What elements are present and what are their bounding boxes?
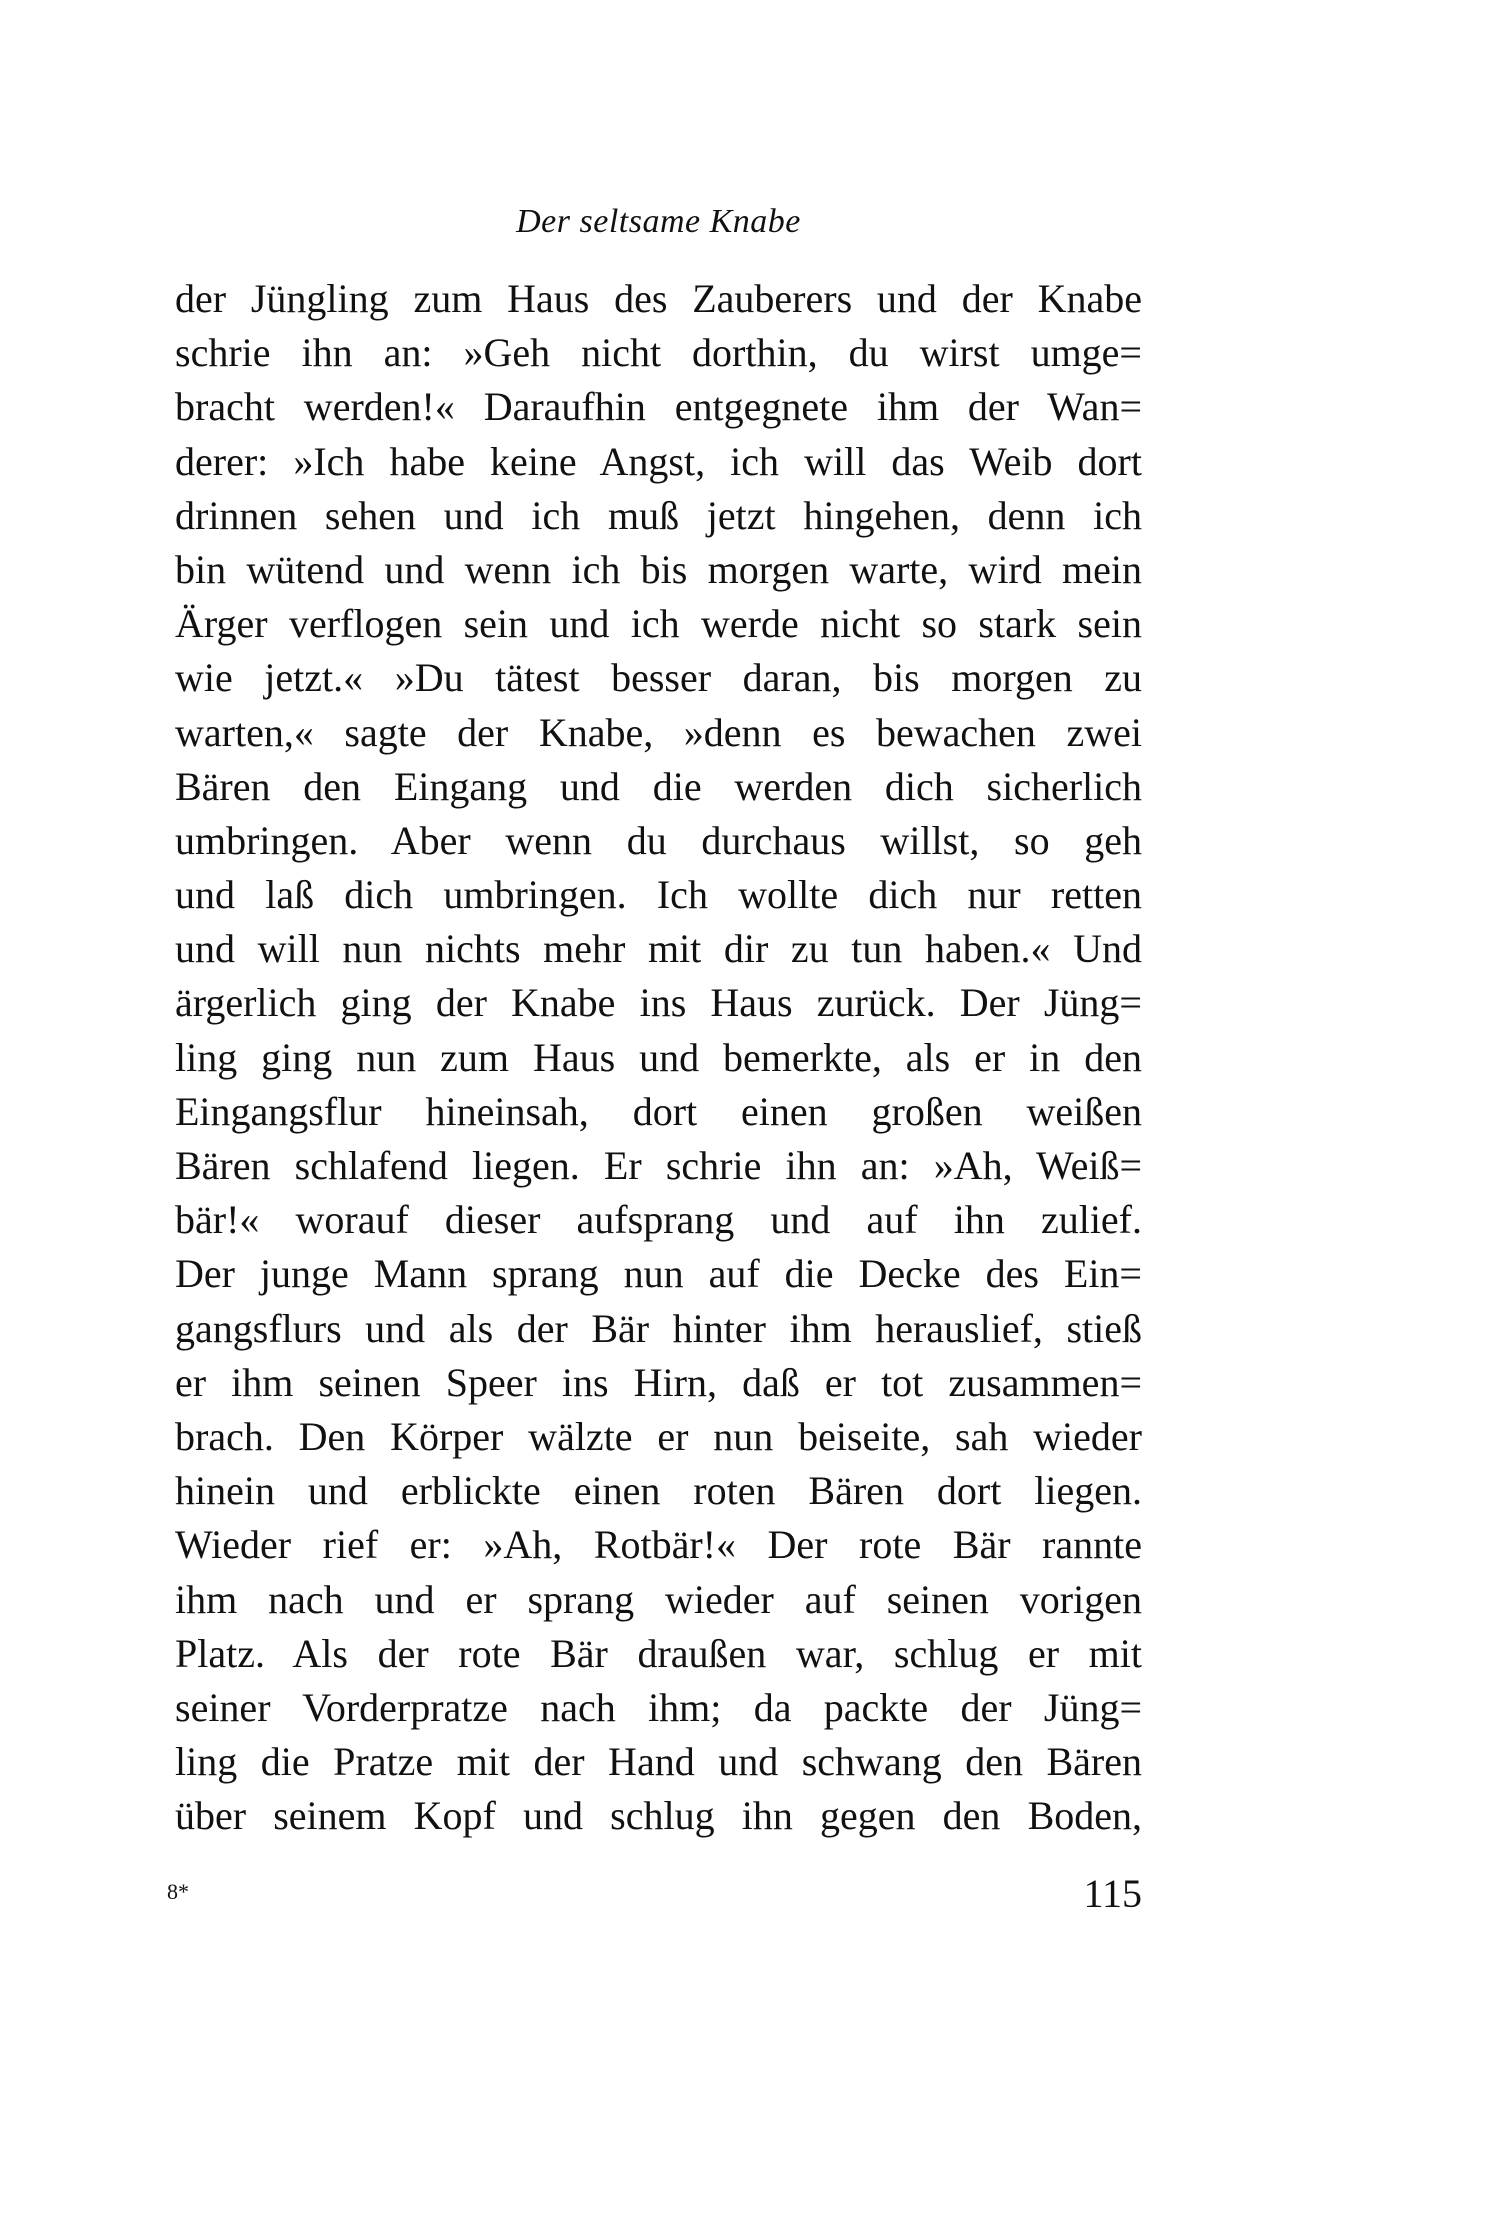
text-line-content: bracht werden!« Daraufhin entgegnete ihm der Wan=	[175, 384, 1142, 430]
text-line-content: warten,« sagte der Knabe, »denn es bewachen zwei	[175, 709, 1142, 755]
text-line	[175, 1193, 1142, 1247]
text-line-content: der Jüngling zum Haus des Zauberers und der Knabe	[175, 276, 1142, 321]
text-line-content: drinnen sehen und ich muß jetzt hingehen, denn ich	[175, 492, 1142, 538]
text-line	[175, 1789, 1142, 1843]
text-line-content: ärgerlich ging der Knabe ins Haus zurück. Der Jüng=	[175, 980, 1142, 1026]
page-number: 115	[1083, 1871, 1142, 1916]
text-line	[175, 272, 1142, 326]
text-line-content: derer: »Ich habe keine Angst, ich will das Weib dort	[175, 438, 1142, 484]
text-line-content: Der junge Mann sprang nun auf die Decke des Ein=	[175, 1251, 1142, 1297]
text-line-content: hinein und erblickte einen roten Bären dort liegen.	[175, 1468, 1142, 1514]
text-line	[175, 1302, 1142, 1356]
text-line-content: und laß dich umbringen. Ich wollte dich nur retten	[175, 872, 1142, 918]
text-line	[175, 760, 1142, 814]
text-line-content: Bären schlafend liegen. Er schrie ihn an: »Ah, Weiß=	[175, 1143, 1142, 1188]
text-line-content: Bären den Eingang und die werden dich sicherlich	[175, 763, 1142, 809]
text-line	[175, 1031, 1142, 1085]
text-line	[175, 326, 1142, 380]
text-line-content: ling die Pratze mit der Hand und schwang den Bären	[175, 1739, 1142, 1785]
text-line-content: schrie ihn an: »Geh nicht dorthin, du wirst umge=	[175, 330, 1142, 376]
text-line-content: umbringen. Aber wenn du durchaus willst, so geh	[175, 817, 1142, 863]
text-line-content: er ihm seinen Speer ins Hirn, daß er tot zusammen=	[175, 1359, 1142, 1405]
text-line	[175, 1627, 1142, 1681]
text-line-content: Platz. Als der rote Bär draußen war, schlug er mit	[175, 1630, 1142, 1676]
text-line	[175, 1573, 1142, 1627]
text-line-content: bär!« worauf dieser aufsprang und auf ihn zulief.	[175, 1197, 1142, 1243]
text-line	[175, 1464, 1142, 1518]
text-line	[175, 489, 1142, 543]
text-line-content: Eingangsflur hineinsah, dort einen großen weißen	[175, 1088, 1142, 1134]
text-line	[175, 814, 1142, 868]
text-line	[175, 651, 1142, 705]
text-line-content: ling ging nun zum Haus und bemerkte, als er in den	[175, 1034, 1142, 1080]
text-line	[175, 1410, 1142, 1464]
text-line	[175, 868, 1142, 922]
text-line	[175, 706, 1142, 760]
running-head: Der seltsame Knabe	[516, 203, 801, 240]
text-line-content: und will nun nichts mehr mit dir zu tun haben.« Und	[175, 926, 1142, 972]
signature-mark: 8*	[167, 1879, 189, 1904]
text-line-content: bin wütend und wenn ich bis morgen warte, wird mein	[175, 546, 1142, 592]
text-line	[175, 1139, 1142, 1193]
text-line	[175, 1356, 1142, 1410]
text-line	[175, 1518, 1142, 1572]
text-line	[175, 976, 1142, 1030]
text-line	[175, 1085, 1142, 1139]
text-line-content: wie jetzt.« »Du tätest besser daran, bis morgen zu	[175, 655, 1142, 701]
text-line	[175, 922, 1142, 976]
text-line-content: brach. Den Körper wälzte er nun beiseite, sah wieder	[175, 1413, 1142, 1459]
text-line	[175, 435, 1142, 489]
text-line-content: seiner Vorderpratze nach ihm; da packte der Jüng=	[175, 1684, 1142, 1730]
text-line-content: gangsflurs und als der Bär hinter ihm herauslief, stieß	[175, 1305, 1142, 1351]
body-text	[175, 272, 1142, 1843]
text-line-content: Wieder rief er: »Ah, Rotbär!« Der rote Bär rannte	[175, 1522, 1142, 1568]
text-line	[175, 1247, 1142, 1301]
text-line	[175, 597, 1142, 651]
text-line-content: über seinem Kopf und schlug ihn gegen den Boden,	[175, 1793, 1142, 1839]
text-line	[175, 1681, 1142, 1735]
text-line	[175, 380, 1142, 434]
text-line-content: ihm nach und er sprang wieder auf seinen vorigen	[175, 1576, 1142, 1622]
text-line	[175, 1735, 1142, 1789]
text-line-content: Ärger verflogen sein und ich werde nicht so stark sein	[175, 601, 1142, 647]
text-line	[175, 543, 1142, 597]
